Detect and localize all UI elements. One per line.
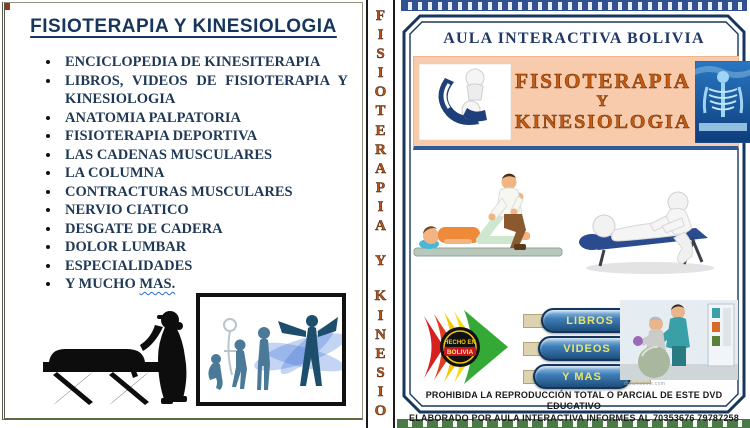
list-item: • CONTRACTURAS MUSCULARES — [61, 183, 348, 202]
footer-notice — [408, 390, 740, 424]
spine-letter: Y — [375, 253, 386, 270]
exercise-ball-photo-illustration — [620, 300, 738, 380]
list-item: • ENCICLOPEDIA DE KINESITERAPIA — [61, 53, 348, 72]
footer-line1: PROHIBIDA LA REPRODUCCIÓN TOTAL O PARCIAL DE ESTE DVD EDUCATIVO — [425, 390, 723, 412]
spine-letter: I — [377, 307, 384, 324]
spine-strip — [366, 0, 395, 428]
photo-watermark: dreamstime.com — [624, 381, 666, 387]
skeleton-xray-image — [695, 61, 750, 143]
logo-bottom-text: BOLIVIA — [446, 349, 474, 356]
logo-top-text: HECHO EN — [444, 340, 476, 346]
list-item: • LIBROS, VIDEOS DE FISIOTERAPIA Y KINESIOLOGIA — [61, 72, 348, 109]
left-panel — [2, 2, 363, 420]
massage-silhouette-illustration — [39, 298, 189, 406]
libros-button[interactable]: LIBROS — [541, 308, 639, 333]
spine-letter: S — [376, 46, 385, 63]
spine-letter: S — [376, 364, 385, 381]
top-dashed-border — [401, 0, 747, 11]
exercise-ball-photo — [620, 300, 738, 386]
list-item: • LA COLUMNA — [61, 164, 348, 183]
spine-letter: I — [377, 27, 384, 44]
spine-letter: T — [375, 103, 386, 120]
list-item-last — [61, 275, 348, 294]
list-item: • LAS CADENAS MUSCULARES — [61, 146, 348, 165]
spine-letter: I — [377, 198, 384, 215]
left-images-row — [5, 293, 362, 406]
spine-letter: R — [375, 141, 386, 158]
cover-title-line2: Y — [596, 92, 610, 110]
anatomy-evolution-illustration — [200, 297, 342, 397]
spine-letter: O — [374, 402, 387, 419]
cover-title-line1: FISIOTERAPIA — [515, 68, 691, 93]
spine-letter: P — [375, 179, 386, 196]
cover-title-box — [413, 56, 739, 150]
cover-title-line3: KINESIOLOGIA — [515, 111, 692, 134]
contents-list — [61, 53, 348, 294]
list-item: • ANATOMIA PALPATORIA — [61, 109, 348, 128]
list-item: • DESGATE DE CADERA — [61, 220, 348, 239]
last-item-underlined: MAS. — [139, 276, 176, 292]
spine-letter: I — [377, 383, 384, 400]
y-mas-button[interactable]: Y MAS — [533, 364, 631, 389]
footer-line2: ELABORADO POR AULA INTERACTIVA INFORMES AL 70353676 79787258 — [409, 412, 739, 423]
spine-letter: K — [374, 288, 387, 305]
list-item: • FISIOTERAPIA DEPORTIVA — [61, 127, 348, 146]
corner-mark — [5, 3, 10, 10]
spine-letter: N — [375, 326, 386, 343]
cover-title — [515, 69, 691, 135]
left-panel-title: FISIOTERAPIA Y KINESIOLOGIA — [30, 16, 337, 37]
spine-letter: A — [375, 160, 386, 177]
hecho-en-bolivia-logo — [420, 306, 512, 390]
spine-letter: I — [377, 65, 384, 82]
videos-button[interactable]: VIDEOS — [538, 336, 636, 361]
right-panel — [402, 14, 746, 423]
list-item: • DOLOR LUMBAR — [61, 238, 348, 257]
spine-letter: A — [375, 218, 386, 235]
anatomy-evolution-image — [196, 293, 346, 406]
spine-letter: E — [375, 122, 386, 139]
spine-letter: F — [375, 8, 386, 24]
spine-letter: O — [374, 84, 387, 101]
list-item: • ESPECIALIDADES — [61, 257, 348, 276]
spine-letter: E — [375, 345, 386, 362]
massage-3d-illustration — [574, 178, 726, 278]
physio-cartoon-illustration — [412, 166, 566, 264]
massage-chair-image — [419, 64, 511, 140]
last-item-prefix: Y MUCHO — [65, 276, 140, 292]
list-item: • NERVIO CIATICO — [61, 201, 348, 220]
publisher-header: AULA INTERACTIVA BOLIVIA — [443, 30, 705, 47]
